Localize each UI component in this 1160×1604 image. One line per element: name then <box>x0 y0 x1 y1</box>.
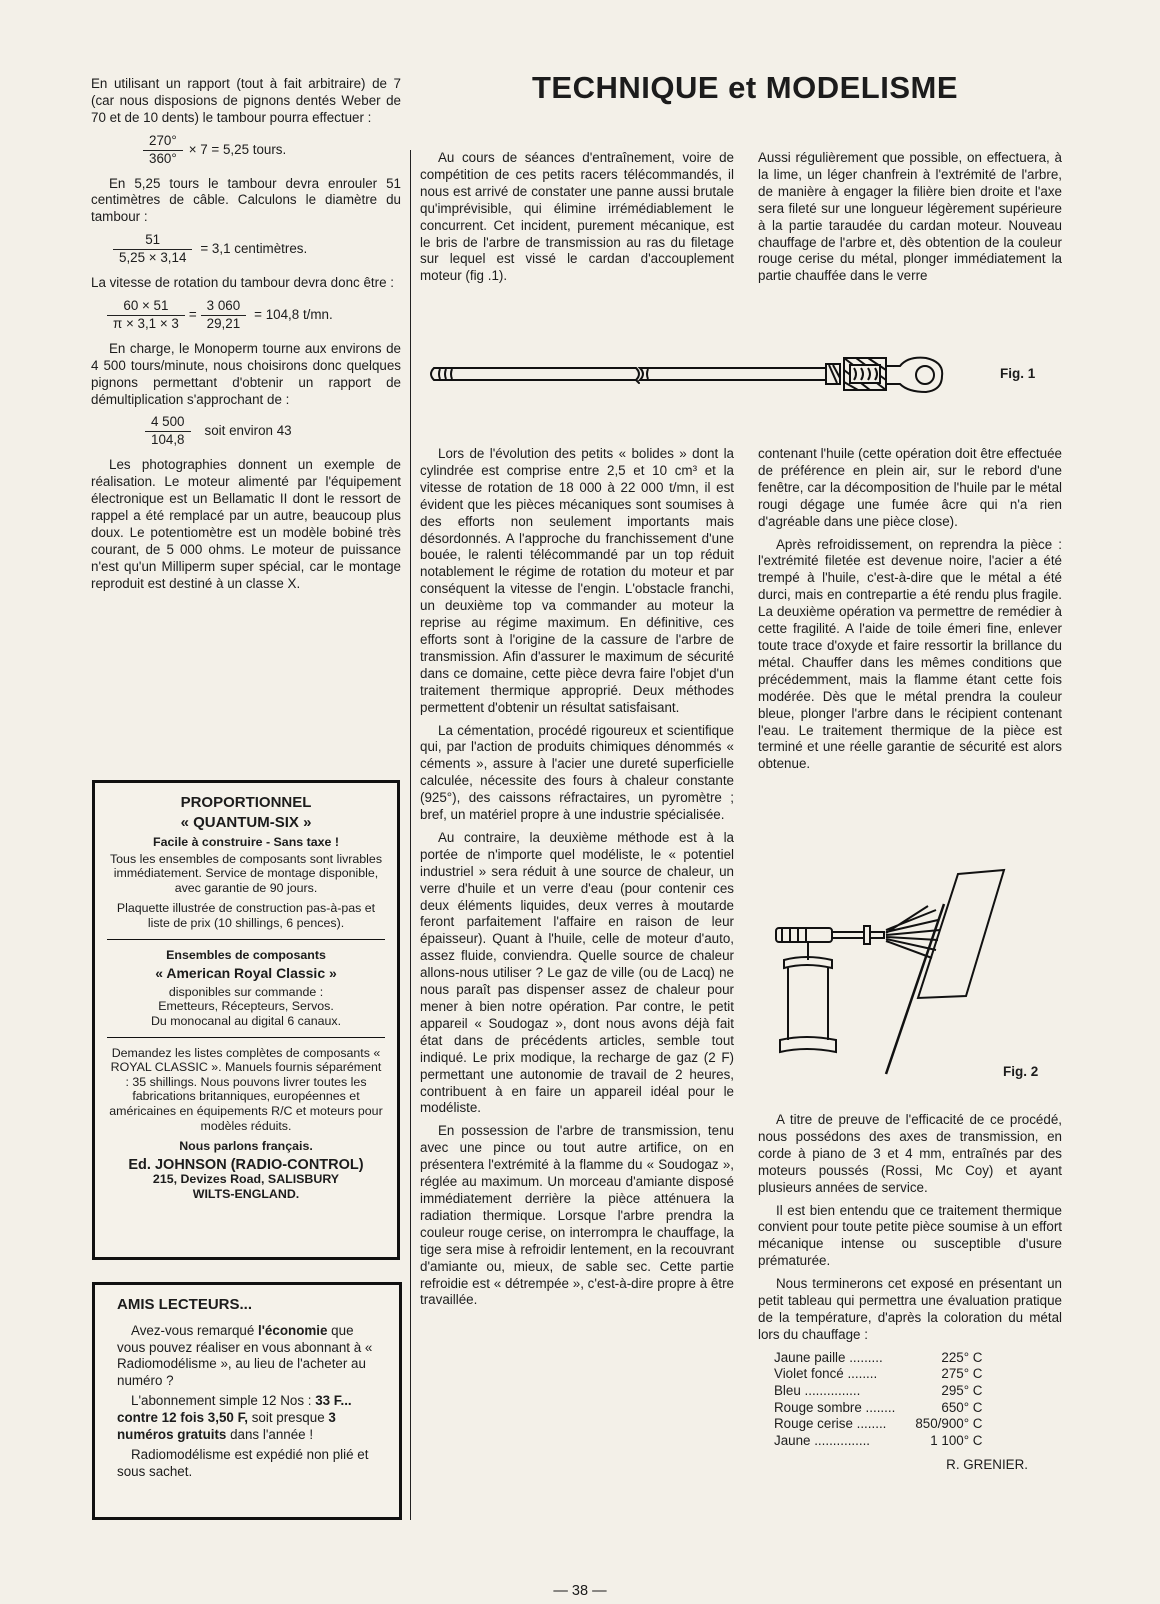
column-right-bottom <box>758 1112 1062 1474</box>
paragraph: La vitesse de rotation du tambour devra donc être : <box>91 275 394 291</box>
paragraph: En 5,25 tours le tambour devra enrouler 51 centimètres de câble. Calculons le diamètre du tambour : <box>91 175 401 225</box>
advertisement-quantum-six <box>92 780 400 1260</box>
formula-3 <box>107 298 401 333</box>
formula-4 <box>145 414 401 449</box>
formula-denominator: 360° <box>143 150 183 168</box>
paragraph: En charge, le Monoperm tourne aux environs de 4 500 tours/minute, nous choisirons donc quelques pignons permettant d'obtenir un rapport de démultiplication s'approchant de : <box>91 340 401 407</box>
page-title: TECHNIQUE et MODELISME <box>531 70 959 105</box>
formula-denominator: π × 3,1 × 3 <box>107 315 185 333</box>
formula-denominator: 104,8 <box>145 431 191 449</box>
page-number: — 38 — <box>553 1583 607 1599</box>
paragraph: Au cours de séances d'entraînement, voire de compétition de ces petits racers télécommandés, il nous est arrivé de constater une panne aussi brutale qu'imprévisible, qui élimine irrémédiablement le concurrent. Cet incident, purement mécanique, est le bris de l'arbre de transmission au ras du filetage sur lequel est vissé le cardan d'accouplement moteur (fig .1). <box>420 150 734 284</box>
paragraph: Aussi régulièrement que possible, on effectuera, à la lime, un léger chanfrein à l'extrémité de l'arbre, de manière à engager la filière bien droite et l'axe sera fileté sur une longueur légèrement supérieure à la partie taraudée du cardan moteur. Nouveau chauffage de l'arbre et, dès obtention de la couleur rouge cerise du métal, plonger immédiatement la partie chauffée dans le verre <box>758 150 1062 284</box>
paragraph: Au contraire, la deuxième méthode est à la portée de n'importe quel modéliste, le « potentiel industriel » sera réduit à une source de chaleur, un verre d'huile et un verre d'eau (pour contenir ces deux éléments liquides, deux verres à moutarde feront parfaitement l'affaire en raison de leur épaisseur). Quant à l'huile, celle de moteur d'auto, assez fluide, conviendra. Quelle source de chaleur allons-nous utiliser ? Le gaz de ville (ou de Lacq) ne nous paraît pas dispenser assez de chaleur pour mener à bien notre opération. Par contre, le petit appareil « Soudogaz », dont nous avons déjà fait état dans de précédents articles, semble tout indiqué. Le prix modique, la recharge de gaz (2 F) permettant une autonomie de travail de 2 heures, contribuent à en faire un appareil idéal pour le modéliste. <box>420 829 734 1116</box>
figure-1-label: Fig. 1 <box>1000 366 1036 381</box>
table-row <box>774 1416 982 1433</box>
paragraph: contenant l'huile (cette opération doit être effectuée de préférence en plein air, sur le rebord d'une fenêtre, car la décomposition de l'huile par le métal rougi dégage une fumée âcre qui n'a rien d'agréable dans une pièce close). <box>758 446 1062 529</box>
formula-equals: = <box>188 306 197 322</box>
ad-text: Plaquette illustrée de construction pas-à-pas et liste de prix (10 shillings, 6 pences). <box>116 901 376 930</box>
figure-2-torch-illustration <box>768 868 1028 1078</box>
ad-text: Du monocanal au digital 6 canaux. <box>150 1013 342 1028</box>
temperature-value: 295° C <box>941 1382 983 1398</box>
formula-numerator: 51 <box>145 232 161 248</box>
formula-denominator: 29,21 <box>201 315 247 333</box>
asbestos-sheet <box>918 870 1004 998</box>
column-divider <box>410 150 411 1520</box>
metal-color: Jaune paille ......... <box>774 1349 883 1365</box>
formula-numerator: 3 060 <box>206 297 241 313</box>
ad-tagline: Facile à construire - Sans taxe ! <box>153 835 339 849</box>
ad-text: que vous pouvez réaliser en vous abonnant à « Radiomodélisme », au lieu de l'acheter au numéro ? <box>117 1323 373 1388</box>
formula-2 <box>113 232 401 267</box>
ad-emphasis: 33 F... contre 12 fois 3,50 F, <box>117 1393 352 1425</box>
ad-divider <box>107 1037 385 1038</box>
figure-2-label: Fig. 2 <box>1003 1064 1039 1079</box>
advertisement-subscription <box>92 1282 402 1520</box>
table-row <box>774 1433 982 1450</box>
temperature-value: 1 100° C <box>930 1432 983 1448</box>
formula-result: × 7 = 5,25 tours. <box>188 141 287 157</box>
temperature-value: 225° C <box>941 1349 983 1365</box>
metal-color: Violet foncé ........ <box>774 1366 878 1382</box>
ad-address: 215, Devizes Road, SALISBURY <box>152 1172 340 1187</box>
formula-result: soit environ 43 <box>204 423 292 439</box>
formula-numerator: 270° <box>149 132 177 148</box>
ad-text: Tous les ensembles de composants sont livrables immédiatement. Service de montage disponible, avec garantie de 90 jours. <box>109 851 383 895</box>
metal-color: Jaune ............... <box>774 1432 871 1448</box>
formula-denominator: 5,25 × 3,14 <box>113 249 192 267</box>
paragraph: Il est bien entendu que ce traitement thermique convient pour toute petite pièce soumise à un effort mécanique intense ou susceptible d'usure prématurée. <box>758 1202 1062 1269</box>
table-row <box>774 1400 982 1417</box>
ad-text: Nous parlons français. <box>179 1139 313 1154</box>
temperature-value: 850/900° C <box>915 1416 983 1432</box>
ad-heading: AMIS LECTEURS... <box>117 1296 253 1313</box>
formula-numerator: 60 × 51 <box>123 297 169 313</box>
ad-product: « QUANTUM-SIX » <box>180 814 312 831</box>
torch-handle <box>776 928 832 942</box>
ad-paragraph <box>117 1393 385 1443</box>
paragraph: Lors de l'évolution des petits « bolides » dont la cylindrée est comprise entre 2,5 et 10 cm³ et la vitesse de rotation de 18 000 à 22 000 t/mn, il est évident que les pièces mécaniques sont soumises à des efforts non seulement importants mais désordonnés. A l'approche du franchissement d'une bouée, le ralenti télécommandé par un top réduit notablement le régime de rotation du moteur et par conséquent la vitesse de l'engin. L'obstacle franchi, un deuxième top va commander au moteur la reprise au régime maximum. En définitive, ces efforts sont à l'origine de la cassure de l'arbre de transmission. Afin d'assurer le maximum de sécurité dans ce domaine, cette pièce devra faire l'objet d'un traitement thermique approprié. Deux méthodes permettent d'obtenir un résultat satisfaisant. <box>420 446 734 715</box>
ad-text: soit presque <box>247 1409 329 1425</box>
paragraph: Après refroidissement, on reprendra la pièce : l'extrémité filetée est devenue noire, l'acier a été trempé à l'huile, c'est-à-dire que le métal a été durci, mais en contrepartie a été rendu plus fragile. La deuxième opération va permettre de remédier à cette fragilité. A l'aide de toile émeri fine, enlever toute trace d'oxyde et faire ressortir la brillance du métal. Chauffer dans les mêmes conditions que précédemment, mais la flamme étant cette fois modérée. Dès que le métal prendra la couleur bleue, plonger l'arbre dans le récipient contenant l'eau. Le traitement thermique de la pièce est terminé et une réelle garantie de sécurité est alors obtenue. <box>758 536 1062 772</box>
ad-text: L'abonnement simple 12 Nos : <box>131 1393 316 1409</box>
metal-color: Bleu ............... <box>774 1382 861 1398</box>
formula-numerator: 4 500 <box>151 414 185 430</box>
gas-cartridge-base <box>780 1037 836 1052</box>
ad-subtitle: Ensembles de composants <box>166 947 326 962</box>
ad-paragraph <box>117 1323 385 1389</box>
ad-emphasis: 3 numéros gratuits <box>117 1409 336 1442</box>
temperature-value: 650° C <box>941 1399 983 1415</box>
shaft-segment-right <box>640 368 826 380</box>
ad-product: « American Royal Classic » <box>155 965 337 982</box>
figure-1-shaft-illustration <box>430 356 990 404</box>
paragraph: La cémentation, procédé rigoureux et scientifique qui, par l'action de produits chimiques dénommés « céments », assure à l'acier une dureté superficielle calculée, nécessite des fours à chaleur constante (925°), des caissons réfractaires, un pyromètre ; bref, un matériel propre à une industrie spécialisée. <box>420 722 734 823</box>
column-right-top <box>758 150 1062 291</box>
column-left <box>91 76 401 598</box>
ad-text: Emetteurs, Récepteurs, Servos. <box>158 999 334 1014</box>
metal-color: Rouge sombre ........ <box>774 1399 896 1415</box>
ad-text: Demandez les listes complètes de composants « ROYAL CLASSIC ». Manuels fournis séparément : 35 shillings. Nous pouvons livrer toutes les fabrications britanniques, européennes et américaines en équipements R/C et moteurs pour modèles réduits. <box>109 1045 383 1133</box>
ad-company: Ed. JOHNSON (RADIO-CONTROL) <box>128 1156 364 1173</box>
formula-result: = 104,8 t/mn. <box>254 306 333 322</box>
temperature-table <box>774 1350 982 1450</box>
ad-address: WILTS-ENGLAND. <box>192 1186 300 1201</box>
ad-emphasis: l'économie <box>258 1323 328 1338</box>
table-row <box>774 1366 982 1383</box>
table-row <box>774 1350 982 1367</box>
ad-paragraph: Radiomodélisme est expédié non plié et sous sachet. <box>117 1447 369 1479</box>
ad-text: dans l'année ! <box>226 1426 314 1442</box>
paragraph: A titre de preuve de l'efficacité de ce procédé, nous possédons des axes de transmission, en corde à piano de 3 et 4 mm, entraînés par des moteurs poussés (Rossi, Mc Coy) et ayant plusieurs années de service. <box>758 1112 1062 1195</box>
paragraph: Les photographies donnent un exemple de réalisation. Le moteur alimenté par l'équipement électronique est un Bellamatic II dont le ressort de rappel a été remplacé par un autre, beaucoup plus doux. Le potentiomètre est un modèle bobiné très courant, de 5 000 ohms. Le moteur de puissance n'est qu'un Milliperm super spécial, car le montage reproduit est destiné à un classe X. <box>91 457 401 591</box>
paragraph: Nous terminerons cet exposé en présentant un petit tableau qui permettra une évaluation pratique de la température, d'après la coloration du métal lors du chauffage : <box>758 1276 1062 1342</box>
paragraph: En utilisant un rapport (tout à fait arbitraire) de 7 (car nous disposions de pignons dentés Weber de 70 et de 10 dents) le tambour pourra effectuer : <box>91 76 401 125</box>
table-row <box>774 1383 982 1400</box>
author-signature: R. GRENIER. <box>946 1457 1028 1473</box>
ad-text: Avez-vous remarqué <box>131 1323 259 1338</box>
column-right-middle <box>758 446 1062 779</box>
temperature-value: 275° C <box>941 1366 983 1382</box>
formula-1 <box>143 133 401 168</box>
column-middle <box>420 446 734 1315</box>
shaft-segment-left <box>431 368 639 383</box>
ad-divider <box>107 939 385 940</box>
metal-color: Rouge cerise ........ <box>774 1416 887 1432</box>
paragraph: En possession de l'arbre de transmission, tenu avec une pince ou tout autre artifice, on en présentera l'extrémité à la flamme du « Soudogaz », réglée au maximum. Un morceau d'amiante disposé immédiatement derrière la pièce atténuera la radiation thermique. Lorsque l'arbre prendra la couleur rouge cerise, on interrompra le chauffage, la tige sera mise à refroidir lentement, en la recouvrant d'amiante ou, mieux, de sable sec. Cette partie refroidie est « détrempée », c'est-à-dire propre à être travaillée. <box>420 1123 734 1308</box>
column-middle-top <box>420 150 734 291</box>
ad-title: PROPORTIONNEL <box>180 794 312 811</box>
formula-result: = 3,1 centimètres. <box>200 241 308 257</box>
ad-text: disponibles sur commande : <box>168 984 324 999</box>
